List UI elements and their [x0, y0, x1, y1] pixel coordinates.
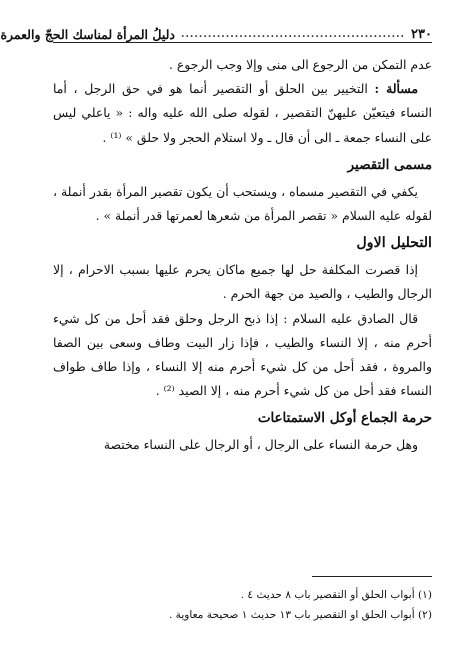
page-body: [53, 53, 432, 458]
footnote-1: (١) أبواب الحلق أو التقصير باب ٨ حديث ٤ .: [240, 589, 432, 601]
footnote-2: (٢) أبواب الحلق او التقصير باب ١٣ حديث ١ صحيحة معاوية .: [168, 609, 432, 621]
running-header: [0, 0, 432, 43]
paragraph-2: [53, 77, 432, 150]
heading-taqsir-name: مسمى التقصير: [347, 156, 432, 173]
issue-label: مسألة :: [374, 81, 418, 97]
paragraph-3: يكفي في التقصير مسماه ، ويستحب أن يكون تقصير المرأة بقدر أنملة ، لقوله عليه السلام « تقصر المرأة من شعرها لعمرتها قدر أنملة » .: [53, 183, 432, 224]
paragraph-5: قال الصادق عليه السلام : إذا ذبح الرجل وحلق فقد أحل من كل شيء أحرم منه ، إلا النساء والطيب ، فإذا زار البيت وطاف وسعى بين الصفا والمروة ، فقد أحل من كل شيء أحرم منه إلا النساء ، وإذا طاف طواف النساء فقد أحل من كل شيء أحرم منه ، إلا الصيد ⁽²⁾ .: [53, 310, 432, 399]
book-title: دليلُ المرأة لمناسك الحجّ والعمرة: [0, 27, 175, 42]
footnotes: [53, 585, 432, 625]
paragraph-2-text: التخيير بين الحلق أو التقصير أنما هو في حق الرجل ، أما النساء فيتعيّن عليهنّ التقصير ، لقوله صلى الله عليه واله : « ياعلي ليس على النساء جمعة ـ الى أن قال ـ ولا استلام الحجر ولا حلق » ⁽¹⁾ .: [53, 81, 432, 145]
paragraph-6: وهل حرمة النساء على الرجال ، أو الرجال على النساء مختصة: [103, 437, 418, 453]
footnote-rule: [312, 576, 432, 577]
page-number: ٢٣٠: [411, 27, 432, 42]
heading-prohibition: حرمة الجماع أوكل الاستمتاعات: [257, 410, 432, 427]
heading-first-release: التحليل الاول: [356, 235, 432, 252]
header-leader-dots: ..................................................: [180, 29, 406, 40]
paragraph-1: عدم التمكن من الرجوع الى منى وإلا وجب الرجوع .: [169, 57, 432, 72]
paragraph-4: إذا قصرت المكلفة حل لها جميع ماكان يحرم عليها بسبب الاحرام ، إلا الرجال والطيب ، والصيد من جهة الحرم .: [53, 262, 432, 302]
